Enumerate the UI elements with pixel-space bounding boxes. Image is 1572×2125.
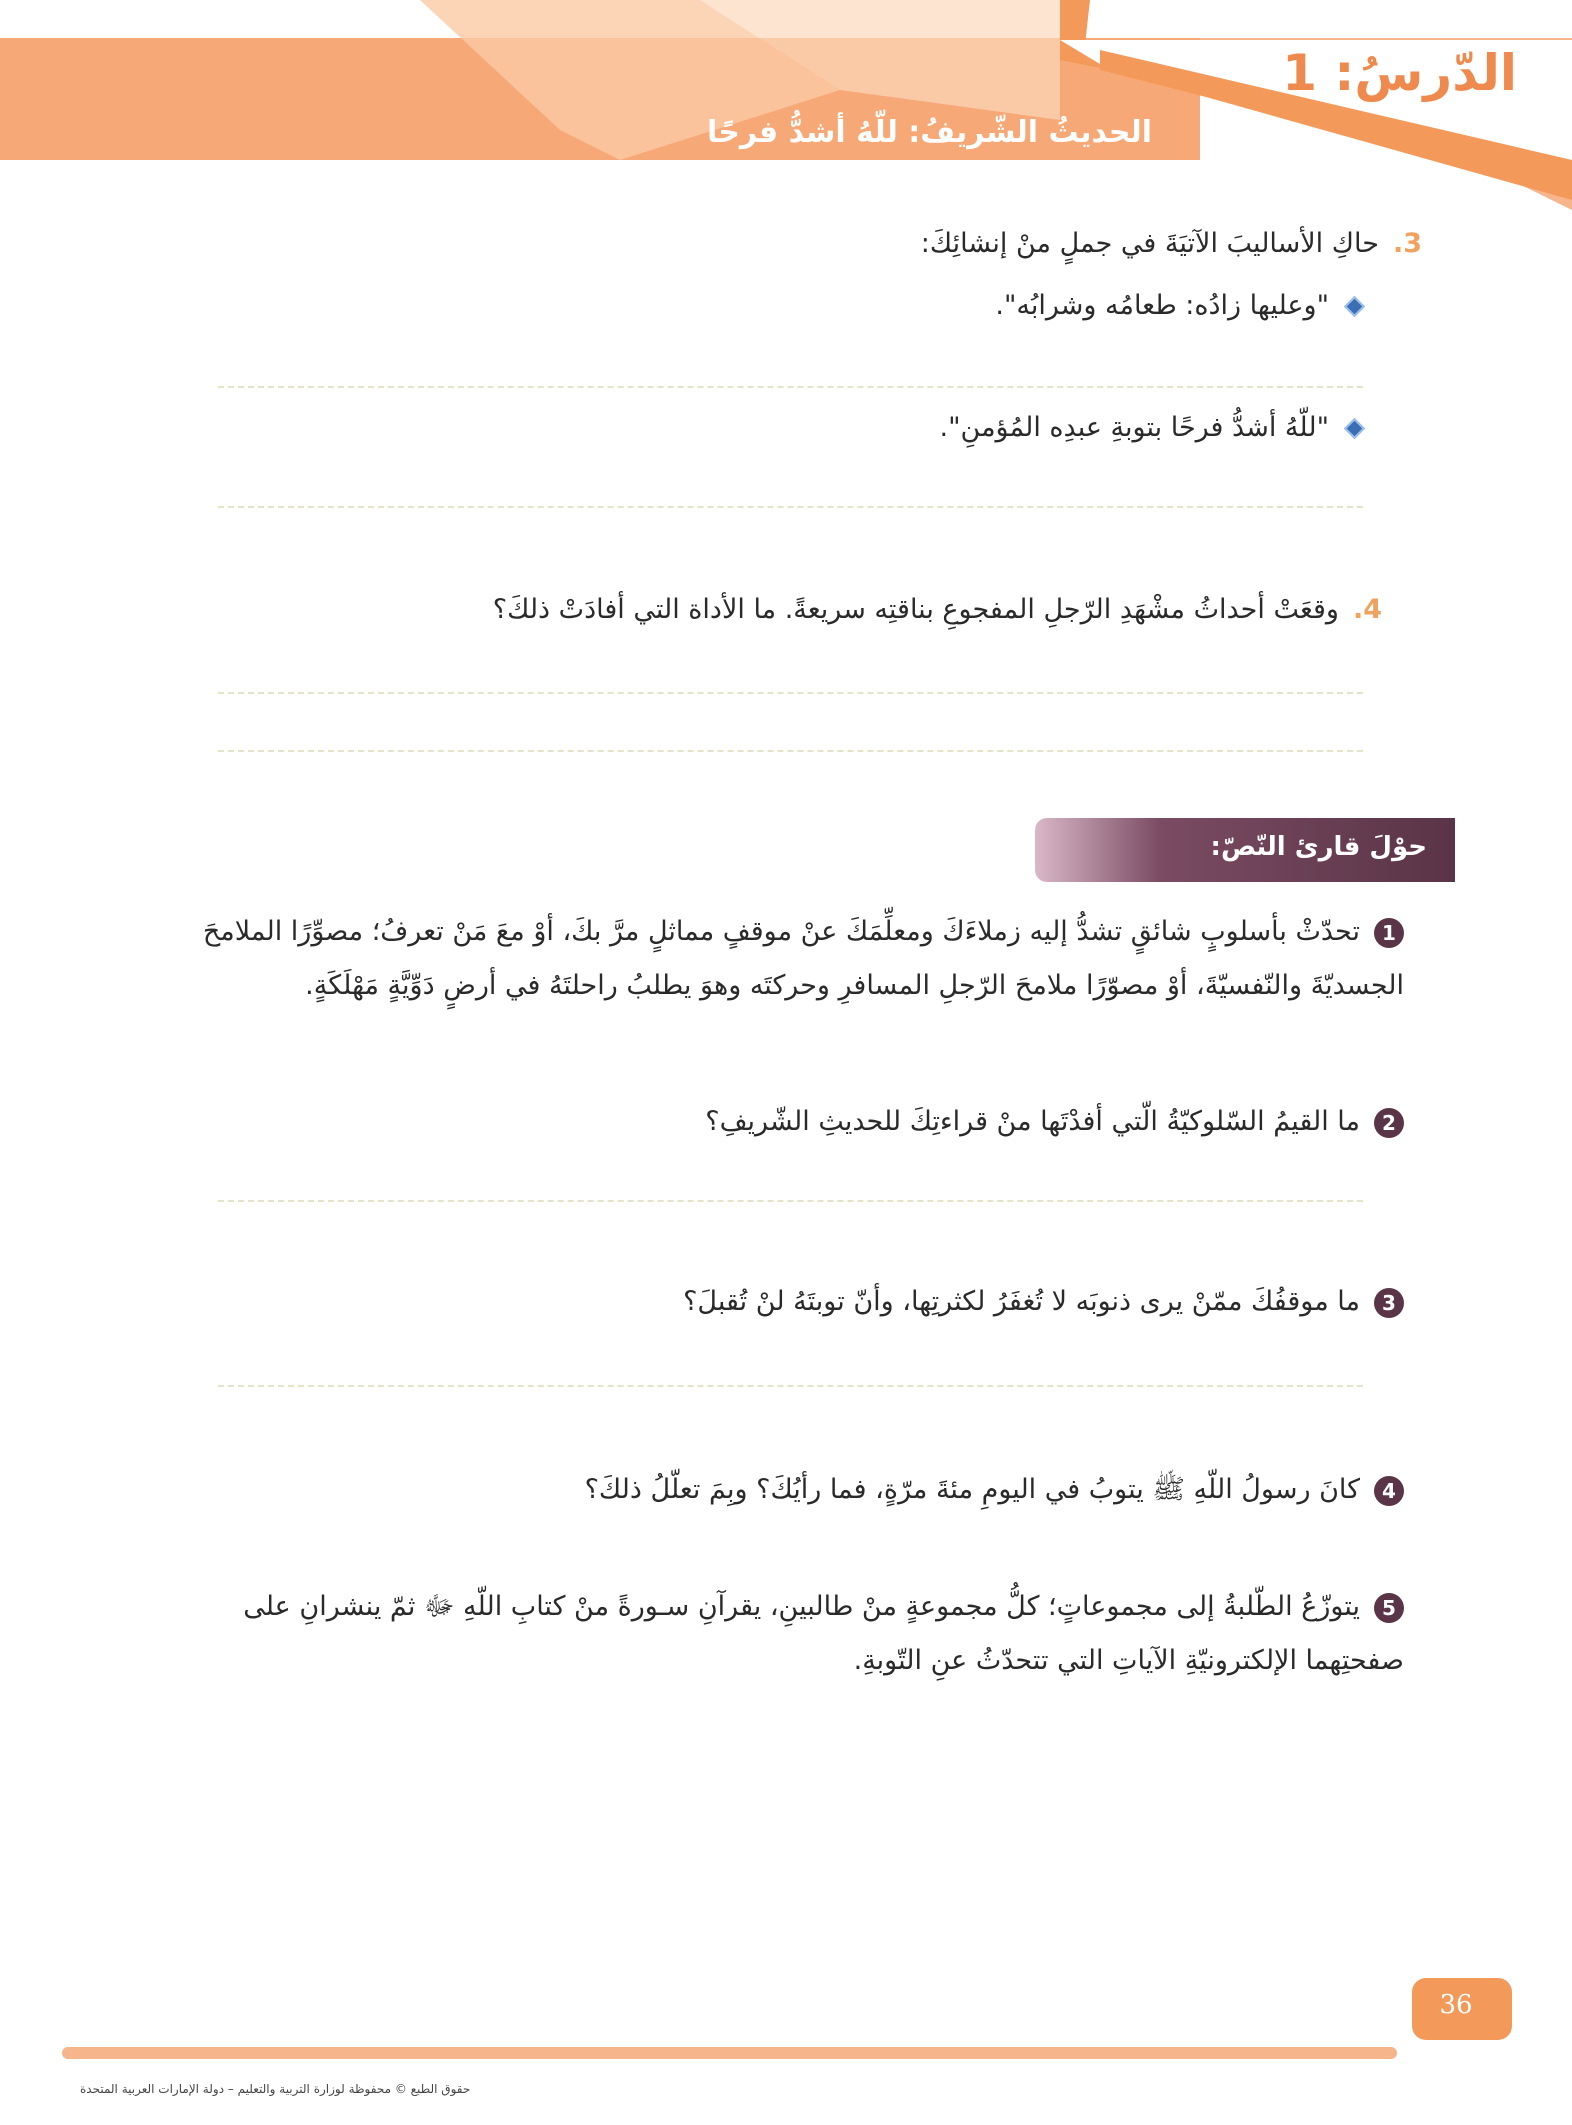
activity-text-line2: صفحتِهما الإلكترونيّةِ الآياتِ التي تتحدّثُ عنِ التّوبةِ. — [853, 1645, 1404, 1676]
answer-line[interactable] — [218, 386, 1363, 388]
answer-line[interactable] — [218, 1200, 1363, 1202]
activity-number-badge: 2 — [1374, 1108, 1404, 1138]
answer-line[interactable] — [218, 1385, 1363, 1387]
question-3-prompt — [921, 228, 1422, 259]
activity-5 — [243, 1580, 1404, 1688]
page-number: 36 — [1439, 1990, 1473, 2020]
activity-number-badge: 3 — [1374, 1288, 1404, 1318]
answer-line[interactable] — [218, 750, 1363, 752]
section-banner — [1035, 818, 1455, 882]
header-graphic — [0, 0, 1572, 210]
item-text: "وعليها زادُه: طعامُه وشرابُه". — [995, 290, 1329, 321]
diamond-bullet-icon — [1344, 418, 1365, 439]
answer-line[interactable] — [218, 506, 1363, 508]
question-3-item-2 — [940, 412, 1362, 443]
section-title: حوْلَ قارئ النّصّ: — [1210, 832, 1427, 862]
lesson-title: الدّرسُ: 1 — [1282, 44, 1517, 102]
diamond-bullet-icon — [1344, 296, 1365, 317]
lesson-subtitle: الحديثُ الشّريفُ: للّهُ أشدُّ فرحًا — [706, 115, 1152, 150]
question-text: حاكِ الأساليبَ الآتيَةَ في جملٍ منْ إنشائِكَ: — [920, 228, 1379, 259]
activity-number-badge: 1 — [1374, 918, 1404, 948]
activity-1 — [203, 905, 1404, 1013]
activity-text-line1: تحدّثْ بأسلوبٍ شائقٍ تشدُّ إليه زملاءَكَ ومعلِّمَكَ عنْ موقفٍ مماثلٍ مرَّ بكَ، أوْ معَ مَنْ تعرفُ؛ مصوِّرًا الملامحَ — [202, 916, 1360, 947]
question-number: 4. — [1352, 594, 1382, 625]
activity-text: ما موقفُكَ ممّنْ يرى ذنوبَه لا تُغفَرُ لكثرتِها، وأنّ توبتَهُ لنْ تُقبلَ؟ — [683, 1286, 1360, 1317]
activity-text-line1: يتوزّعُ الطّلبةُ إلى مجموعاتٍ؛ كلُّ مجموعةٍ منْ طالبينِ، يقرآنِ سـورةً منْ كتابِ اللّهِ ﷻ ثمّ ينشرانِ على — [243, 1591, 1360, 1622]
activity-number-badge: 4 — [1374, 1476, 1404, 1506]
activity-2 — [705, 1095, 1404, 1149]
question-text: وقعَتْ أحداثُ مشْهَدِ الرّجلِ المفجوعِ بناقتِه سريعةً. ما الأداة التي أفادَتْ ذلكَ؟ — [492, 594, 1339, 625]
activity-text-line2: الجسديّةَ والنّفسيّةَ، أوْ مصوّرًا ملامحَ الرّجلِ المسافرِ وحركتَه وهوَ يطلبُ راحلتَهُ في أرضٍ دَوِّيَّةٍ مَهْلَكَةٍ. — [305, 970, 1404, 1001]
question-3-item-1 — [995, 290, 1362, 321]
answer-line[interactable] — [218, 692, 1363, 694]
activity-4 — [585, 1463, 1404, 1517]
activity-text: كانَ رسولُ اللّهِ ﷺ يتوبُ في اليومِ مئةَ مرّةٍ، فما رأيُكَ؟ وبِمَ تعلّلُ ذلكَ؟ — [584, 1474, 1360, 1505]
item-text: "للّهُ أشدُّ فرحًا بتوبةِ عبدِه المُؤمنِ". — [939, 412, 1329, 443]
question-number: 3. — [1392, 228, 1422, 259]
activity-text: ما القيمُ السّلوكيّةُ الّتي أفدْتَها منْ قراءتِكَ للحديثِ الشّريفِ؟ — [705, 1106, 1360, 1137]
question-4-prompt — [493, 594, 1382, 625]
activity-3 — [683, 1275, 1404, 1329]
footer-bar — [62, 2047, 1397, 2059]
copyright-notice: حقوق الطبع © محفوظة لوزارة التربية والتعليم – دولة الإمارات العربية المتحدة — [80, 2082, 471, 2096]
activity-number-badge: 5 — [1374, 1593, 1404, 1623]
page-number-badge — [1412, 1978, 1512, 2040]
